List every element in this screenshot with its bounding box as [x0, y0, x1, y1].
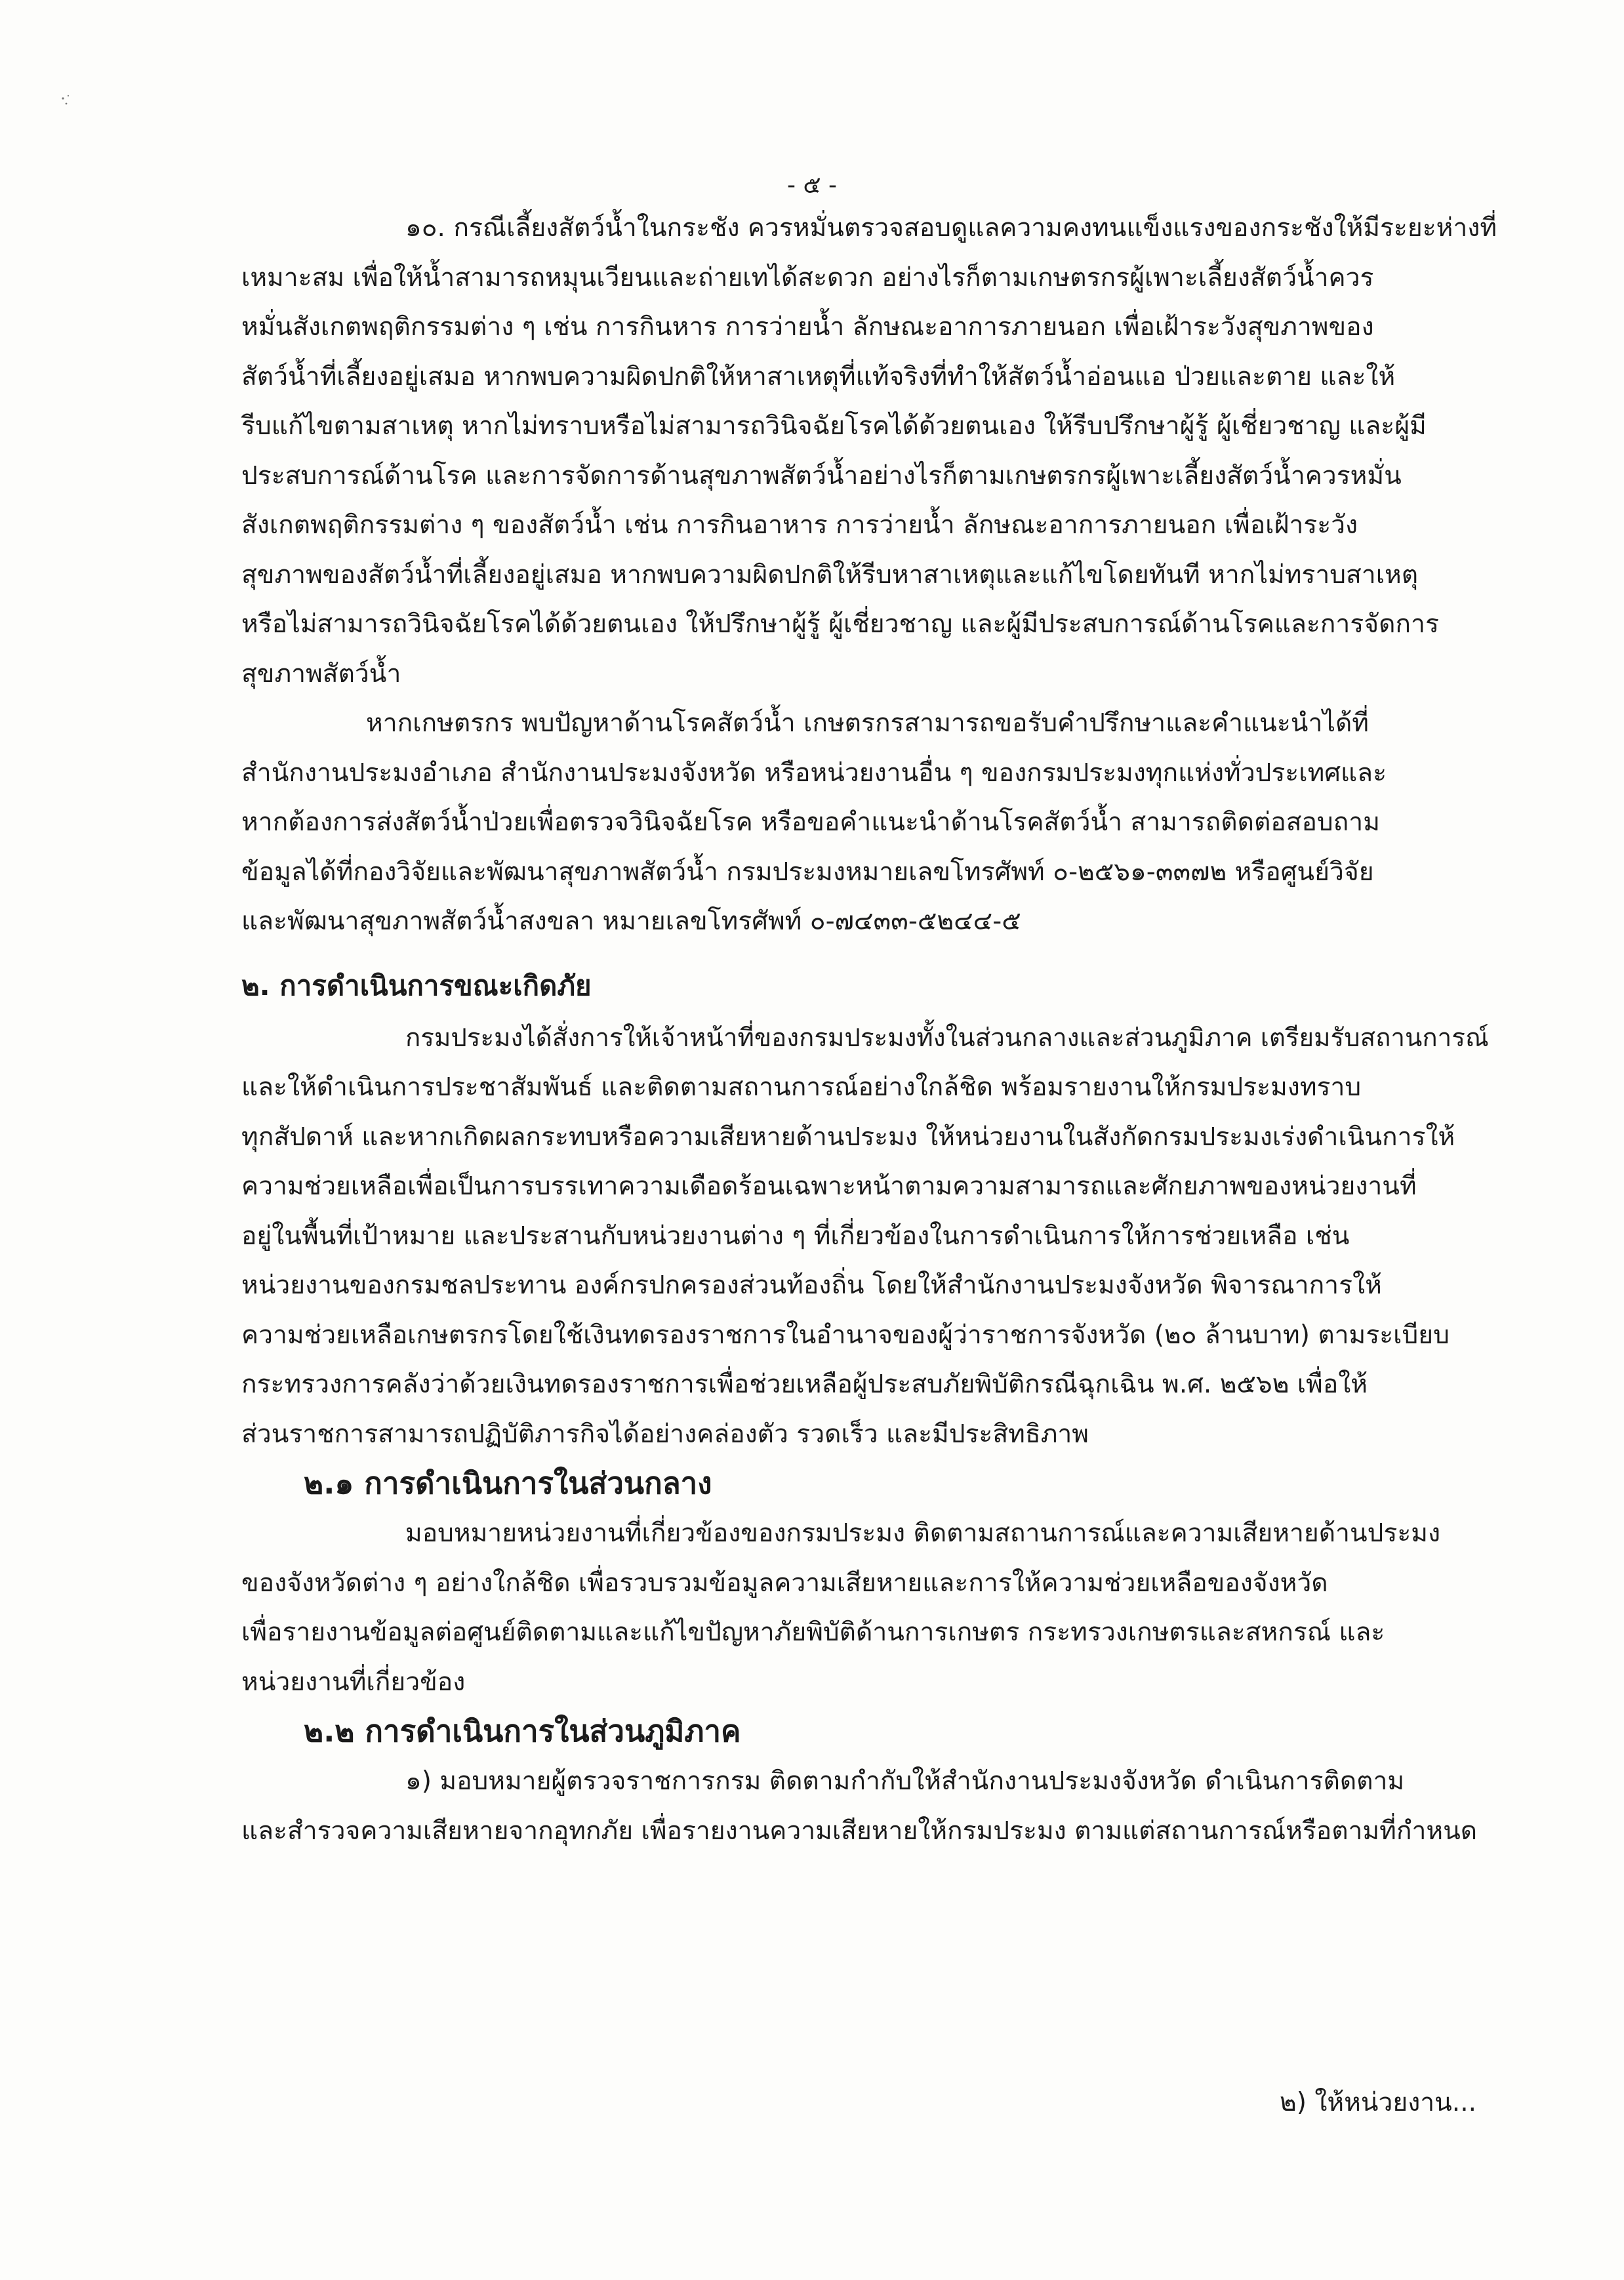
contact-paragraph — [241, 699, 1498, 947]
text-line: สำนักงานประมงอำเภอ สำนักงานประมงจังหวัด หรือหน่วยงานอื่น ๆ ของกรมประมงทุกแห่งทั่วประเทศและ — [241, 758, 1387, 788]
text-line: หน่วยงานที่เกี่ยวข้อง — [241, 1667, 466, 1697]
text-line: สังเกตพฤติกรรมต่าง ๆ ของสัตว์น้ำ เช่น การกินอาหาร การว่ายน้ำ ลักษณะอาการภายนอก เพื่อเฝ้าระวัง — [241, 510, 1358, 540]
text-line: ของจังหวัดต่าง ๆ อย่างใกล้ชิด เพื่อรวบรวมข้อมูลความเสียหายและการให้ความช่วยเหลือของจังหวัด — [241, 1568, 1328, 1598]
regional-item-1 — [241, 1757, 1498, 1856]
text-line: กระทรวงการคลังว่าด้วยเงินทดรองราชการเพื่อช่วยเหลือผู้ประสบภัยพิบัติกรณีฉุกเฉิน พ.ศ. ๒๕๖๒ เพื่อให้ — [241, 1370, 1368, 1399]
text-line: หรือไม่สามารถวินิจฉัยโรคได้ด้วยตนเอง ให้ปรึกษาผู้รู้ ผู้เชี่ยวชาญ และผู้มีประสบการณ์ด้านโรคและการจัดการ — [241, 609, 1439, 639]
text-line: สุขภาพของสัตว์น้ำที่เลี้ยงอยู่เสมอ หากพบความผิดปกติให้รีบหาสาเหตุและแก้ไขโดยทันที หากไม่ทราบสาเหตุ — [241, 560, 1419, 590]
text-line: และให้ดำเนินการประชาสัมพันธ์ และติดตามสถานการณ์อย่างใกล้ชิด พร้อมรายงานให้กรมประมงทราบ — [241, 1072, 1362, 1102]
text-line: เหมาะสม เพื่อให้น้ำสามารถหมุนเวียนและถ่ายเทได้สะดวก อย่างไรก็ตามเกษตรกรผู้เพาะเลี้ยงสัตว์น้ำควร — [241, 262, 1374, 293]
text-line: เพื่อรายงานข้อมูลต่อศูนย์ติดตามและแก้ไขปัญหาภัยพิบัติด้านการเกษตร กระทรวงเกษตรและสหกรณ์ และ — [241, 1618, 1385, 1647]
text-line: และพัฒนาสุขภาพสัตว์น้ำสงขลา หมายเลขโทรศัพท์ ๐-๗๔๓๓-๕๒๔๔-๕ — [241, 906, 1021, 936]
page-number: - ๕ - — [786, 172, 838, 199]
text-line: หากเกษตรกร พบปัญหาด้านโรคสัตว์น้ำ เกษตรกรสามารถขอรับคำปรึกษาและคำแนะนำได้ที่ — [366, 708, 1369, 738]
text-line: ข้อมูลได้ที่กองวิจัยและพัฒนาสุขภาพสัตว์น้ำ กรมประมงหมายเลขโทรศัพท์ ๐-๒๕๖๑-๓๓๗๒ หรือศูนย์วิจัย — [241, 857, 1374, 887]
text-line: และสำรวจความเสียหายจากอุทกภัย เพื่อรายงานความเสียหายให้กรมประมง ตามแต่สถานการณ์หรือตามที่กำหนด — [241, 1816, 1478, 1846]
scan-speck-marks — [59, 92, 79, 112]
text-line: ส่วนราชการสามารถปฏิบัติภารกิจได้อย่างคล่องตัว รวดเร็ว และมีประสิทธิภาพ — [241, 1419, 1089, 1449]
subsection-heading-regional: ๒.๒ การดำเนินการในส่วนภูมิภาค — [304, 1714, 741, 1749]
text-line: หากต้องการส่งสัตว์น้ำป่วยเพื่อตรวจวินิจฉัยโรค หรือขอคำแนะนำด้านโรคสัตว์น้ำ สามารถติดต่อสอบถาม — [241, 807, 1380, 837]
section-heading: ๒. การดำเนินการขณะเกิดภัย — [241, 969, 592, 1002]
text-line: กรมประมงได้สั่งการให้เจ้าหน้าที่ของกรมประมงทั้งในส่วนกลางและส่วนภูมิภาค เตรียมรับสถานการณ์ — [405, 1023, 1489, 1053]
central-paragraph — [241, 1509, 1498, 1707]
section-intro-paragraph — [241, 1013, 1498, 1459]
text-line: สุขภาพสัตว์น้ำ — [241, 659, 401, 689]
text-line: ความช่วยเหลือเกษตรกรโดยใช้เงินทดรองราชการในอำนาจของผู้ว่าราชการจังหวัด (๒๐ ล้านบาท) ตามระเบียบ — [241, 1320, 1450, 1350]
continuation-note: ๒) ให้หน่วยงาน... — [1280, 2088, 1476, 2117]
text-line: หน่วยงานของกรมชลประทาน องค์กรปกครองส่วนท้องถิ่น โดยให้สำนักงานประมงจังหวัด พิจารณาการให้ — [241, 1271, 1382, 1300]
text-line: หมั่นสังเกตพฤติกรรมต่าง ๆ เช่น การกินหาร การว่ายน้ำ ลักษณะอาการภายนอก เพื่อเฝ้าระวังสุขภาพของ — [241, 312, 1374, 342]
document-body — [241, 203, 1498, 1856]
paragraph-item-10 — [241, 203, 1498, 699]
text-line: ๑๐. กรณีเลี้ยงสัตว์น้ำในกระชัง ควรหมั่นตรวจสอบดูแลความคงทนแข็งแรงของกระชังให้มีระยะห่างที่ — [405, 213, 1497, 243]
text-line: ประสบการณ์ด้านโรค และการจัดการด้านสุขภาพสัตว์น้ำอย่างไรก็ตามเกษตรกรผู้เพาะเลี้ยงสัตว์น้ำควรหมั่น — [241, 460, 1402, 491]
text-line: ความช่วยเหลือเพื่อเป็นการบรรเทาความเดือดร้อนเฉพาะหน้าตามความสามารถและศักยภาพของหน่วยงานที่ — [241, 1171, 1417, 1201]
text-line: มอบหมายหน่วยงานที่เกี่ยวข้องของกรมประมง ติดตามสถานการณ์และความเสียหายด้านประมง — [405, 1518, 1441, 1548]
text-line: สัตว์น้ำที่เลี้ยงอยู่เสมอ หากพบความผิดปกติให้หาสาเหตุที่แท้จริงที่ทำให้สัตว์น้ำอ่อนแอ ป่วยและตาย และให้ — [241, 361, 1396, 392]
text-line: อยู่ในพื้นที่เป้าหมาย และประสานกับหน่วยงานต่าง ๆ ที่เกี่ยวข้องในการดำเนินการให้การช่วยเหลือ เช่น — [241, 1221, 1350, 1251]
text-line: รีบแก้ไขตามสาเหตุ หากไม่ทราบหรือไม่สามารถวินิจฉัยโรคได้ด้วยตนเอง ให้รีบปรึกษาผู้รู้ ผู้เชี่ยวชาญ และผู้มี — [241, 411, 1427, 441]
text-line: ๑) มอบหมายผู้ตรวจราชการกรม ติดตามกำกับให้สำนักงานประมงจังหวัด ดำเนินการติดตาม — [405, 1766, 1405, 1796]
text-line: ทุกสัปดาห์ และหากเกิดผลกระทบหรือความเสียหายด้านประมง ให้หน่วยงานในสังกัดกรมประมงเร่งดำเนินการให้ — [241, 1122, 1455, 1152]
subsection-heading-central: ๒.๑ การดำเนินการในส่วนกลาง — [304, 1466, 712, 1501]
